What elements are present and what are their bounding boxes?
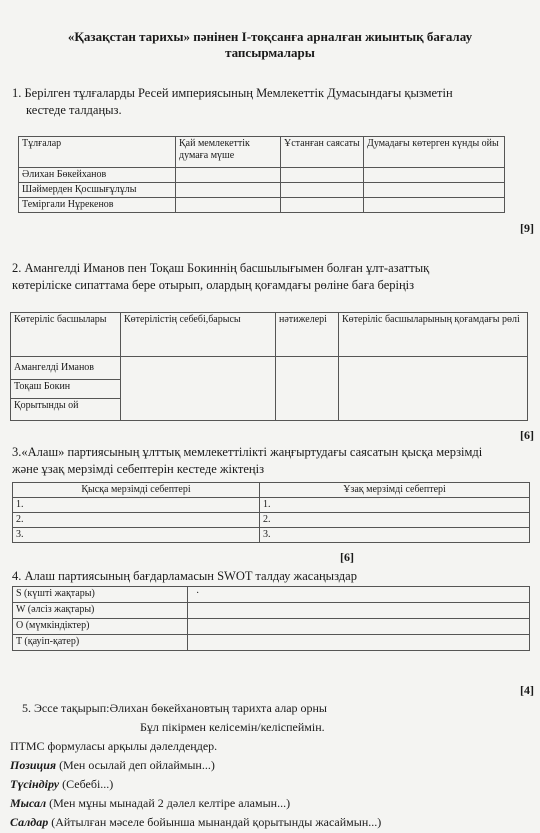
table-cell[interactable]: 3. xyxy=(13,528,260,543)
table-header: Қысқа мерзімді себептері xyxy=(13,483,260,498)
swot-label: W (әлсіз жақтары) xyxy=(13,603,188,619)
ptms-label: Түсіндіру xyxy=(10,777,60,791)
table-header: Ұзақ мерзімді себептері xyxy=(260,483,530,498)
answer-cell[interactable] xyxy=(188,587,530,603)
ptms-item-consequence xyxy=(10,813,381,831)
table-header: Тұлғалар xyxy=(19,137,176,168)
score-badge: [6] xyxy=(340,550,354,564)
answer-cell[interactable] xyxy=(188,619,530,635)
question-1-text: 1. Берілген тұлғаларды Ресей империясының Мемлекеттік Думасындағы қызметін xyxy=(12,86,453,100)
question-3-text-line2: және ұзақ мерзімді себептерін кестеде жіктеңіз xyxy=(12,462,265,476)
table-cell: Амангелді Иманов xyxy=(11,361,120,380)
answer-cell[interactable] xyxy=(121,357,276,421)
score-badge: [4] xyxy=(520,683,534,697)
answer-cell[interactable] xyxy=(339,357,528,421)
ptms-label: Салдар xyxy=(10,815,49,829)
swot-label: O (мүмкіндіктер) xyxy=(13,619,188,635)
table-header: Қай мемлекеттік думаға мүше xyxy=(176,137,281,168)
table-cell[interactable]: 1. xyxy=(260,498,530,513)
question-1-text-line2: кестеде талдаңыз. xyxy=(26,103,122,117)
question-1-table xyxy=(18,136,505,213)
table-cell: Қорытынды ой xyxy=(14,400,79,411)
table-cell: Теміргали Нұрекенов xyxy=(19,198,176,213)
answer-cell[interactable] xyxy=(281,198,364,213)
answer-cell[interactable] xyxy=(188,603,530,619)
ptms-text: (Себебі...) xyxy=(59,777,114,791)
table-cell: Шәймерден Қосшығұлұлы xyxy=(19,183,176,198)
page-title: «Қазақстан тарихы» пәнінен І-тоқсанға арналған жиынтық бағалау xyxy=(67,29,473,44)
answer-cell[interactable] xyxy=(188,635,530,651)
answer-cell[interactable] xyxy=(281,183,364,198)
score-badge: [6] xyxy=(520,428,534,442)
ptms-item-position xyxy=(10,756,215,774)
table-header: Көтерілістің себебі,барысы xyxy=(121,313,276,357)
answer-cell[interactable] xyxy=(364,168,505,183)
answer-cell[interactable] xyxy=(276,357,339,421)
table-cell: Тоқаш Бокин xyxy=(11,380,120,399)
table-header: Думадағы көтерген күнды ойы xyxy=(364,137,505,168)
ptms-label: Позиция xyxy=(10,758,57,772)
table-cell[interactable]: 2. xyxy=(13,513,260,528)
ptms-text: (Мен осылай деп ойлаймын...) xyxy=(56,758,215,772)
question-2-table xyxy=(10,312,528,421)
ptms-label: Мысал xyxy=(10,796,47,810)
ptms-text: (Мен мұны мынадай 2 дәлел келтіре аламын...) xyxy=(46,796,291,810)
ptms-item-explanation xyxy=(10,775,113,793)
table-cell[interactable]: 2. xyxy=(260,513,530,528)
answer-cell[interactable] xyxy=(176,168,281,183)
answer-cell[interactable] xyxy=(364,183,505,198)
answer-cell[interactable] xyxy=(364,198,505,213)
table-header: нәтижелері xyxy=(276,313,339,357)
question-2-text: 2. Амангелді Иманов пен Тоқаш Бокиннің басшылығымен болған ұлт-азаттық xyxy=(12,261,430,275)
table-cell[interactable]: 3. xyxy=(260,528,530,543)
question-3-text: 3.«Алаш» партиясының ұлттық мемлекеттілікті жаңғыртудағы саясатын қысқа мерзімді xyxy=(12,445,483,459)
question-3-table xyxy=(12,482,530,543)
answer-cell[interactable] xyxy=(176,183,281,198)
question-5-text-line3: ПТМС формуласы арқылы дәлелдеңдер. xyxy=(10,739,218,753)
answer-cell[interactable] xyxy=(176,198,281,213)
table-header: Ұстанған саясаты xyxy=(281,137,364,168)
swot-label: S (күшті жақтары) xyxy=(13,587,188,603)
page-title-line2: тапсырмалары xyxy=(225,45,315,60)
question-5-text: 5. Эссе тақырып:Әлихан бөкейхановтың тарихта алар орны xyxy=(22,701,327,715)
question-4-text: 4. Алаш партиясының бағдарламасын SWOT талдау жасаңыздар xyxy=(12,569,357,583)
table-header: Көтеріліс басшылары xyxy=(11,313,121,357)
table-cell: Әлихан Бөкейханов xyxy=(19,168,176,183)
table-cell[interactable]: 1. xyxy=(13,498,260,513)
swot-label: T (қауіп-қатер) xyxy=(13,635,188,651)
question-5-text-line2: Бұл пікірмен келісемін/келіспеймін. xyxy=(140,720,325,734)
ptms-text: (Айтылған мәселе бойынша мынандай қорытынды жасаймын...) xyxy=(48,815,382,829)
question-2-text-line2: көтеріліске сипаттама бере отырып, олардың қоғамдағы рөліне баға беріңіз xyxy=(12,278,415,292)
answer-cell[interactable] xyxy=(281,168,364,183)
ptms-item-example xyxy=(10,794,290,812)
dot-mark: · xyxy=(196,588,200,599)
leader-list xyxy=(11,357,121,421)
table-header: Көтеріліс басшыларының қоғамдағы рөлі xyxy=(339,313,528,357)
swot-table xyxy=(12,586,530,651)
score-badge: [9] xyxy=(520,221,534,235)
